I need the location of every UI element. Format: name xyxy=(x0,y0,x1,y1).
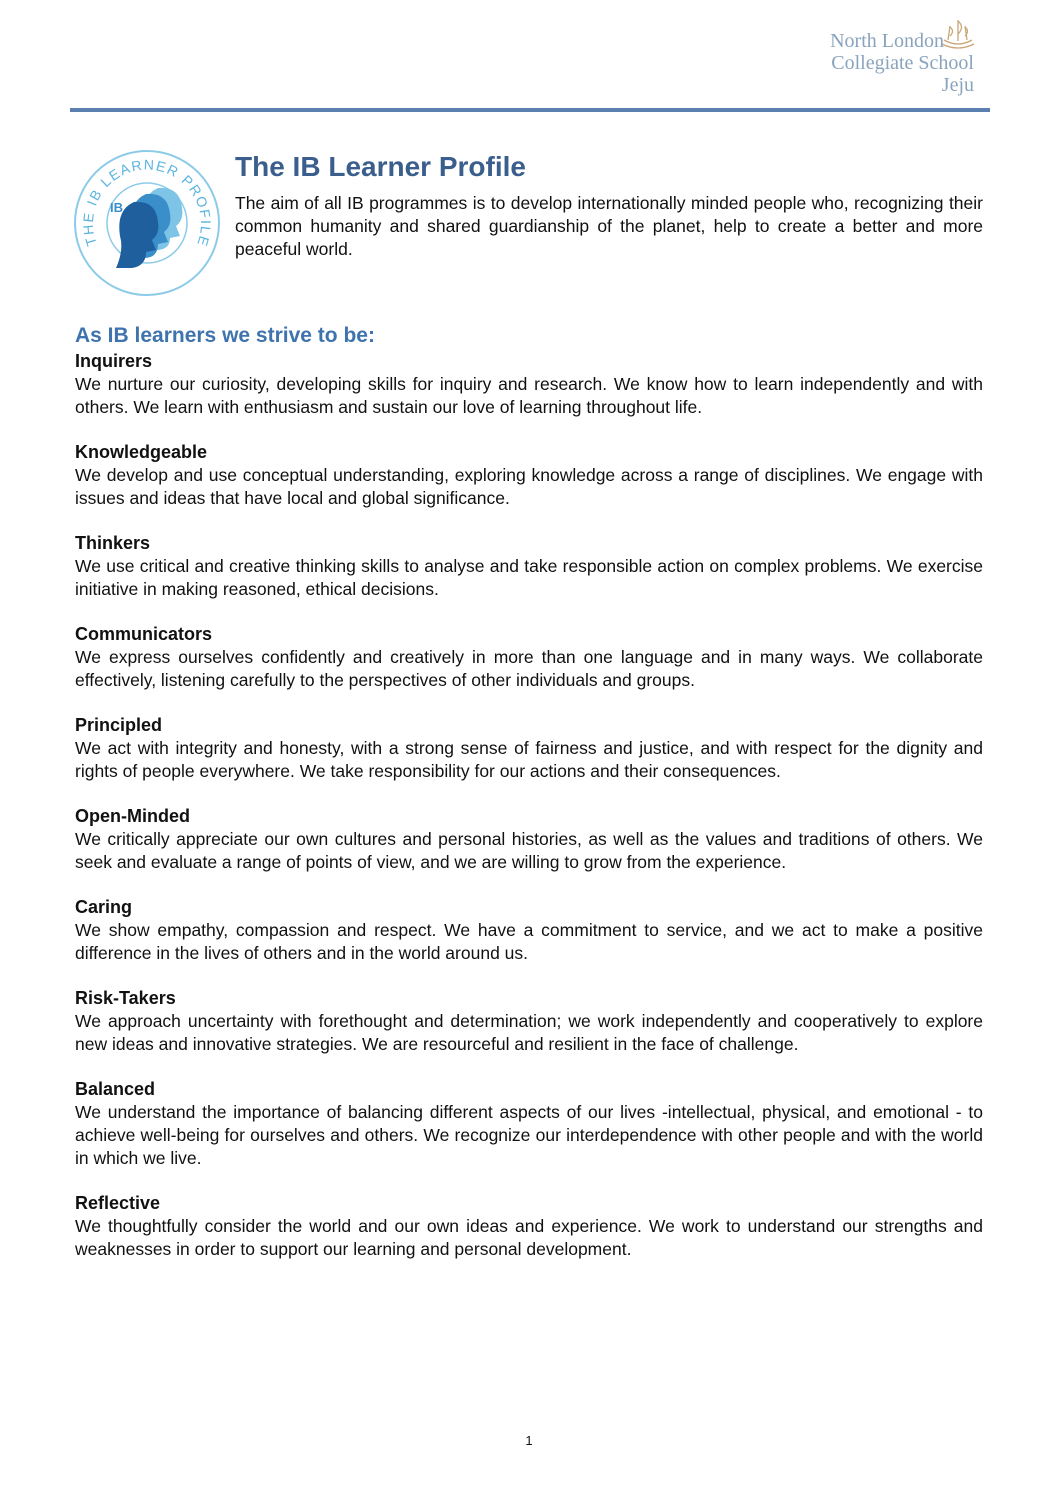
trait-balanced xyxy=(75,1078,983,1170)
ib-learner-profile-badge-icon xyxy=(70,146,224,300)
section-heading: As IB learners we strive to be: xyxy=(75,324,375,347)
trait-description: We understand the importance of balancing different aspects of our lives -intellectual, physical, and emotional - to achieve well-being for ourselves and others. We recognize our interdependence with other people and with the world in which we live. xyxy=(75,1102,983,1168)
page-title: The IB Learner Profile xyxy=(235,151,526,182)
trait-title: Thinkers xyxy=(75,533,151,553)
trait-title: Caring xyxy=(75,897,133,917)
trait-title: Principled xyxy=(75,715,163,735)
intro-block xyxy=(235,150,983,261)
page-number: 1 xyxy=(525,1433,533,1448)
school-logo xyxy=(790,14,990,98)
trait-title: Knowledgeable xyxy=(75,442,208,462)
trait-title: Reflective xyxy=(75,1193,161,1213)
trait-description: We critically appreciate our own cultures and personal histories, as well as the values and traditions of others. We seek and evaluate a range of points of view, and we are willing to grow from the experience. xyxy=(75,829,983,872)
trait-description: We act with integrity and honesty, with a strong sense of fairness and justice, and with respect for the dignity and rights of people everywhere. We take responsibility for our actions and their consequences. xyxy=(75,738,983,781)
trait-risk-takers xyxy=(75,987,983,1056)
badge-ib-mark: IB xyxy=(110,200,123,215)
trait-description: We approach uncertainty with forethought and determination; we work independently and cooperatively to explore new ideas and innovative strategies. We are resourceful and resilient in the face of challenge. xyxy=(75,1011,983,1054)
school-name-line-1: North London xyxy=(830,30,944,52)
intro-text: The aim of all IB programmes is to develop internationally minded people who, recognizing their common humanity and shared guardianship of the planet, help to create a better and more peaceful world. xyxy=(235,193,983,259)
trait-title: Communicators xyxy=(75,624,213,644)
school-name-line-2: Collegiate School xyxy=(831,52,974,74)
trait-principled xyxy=(75,714,983,783)
learner-profile-section xyxy=(75,322,983,1283)
trait-title: Inquirers xyxy=(75,351,153,371)
school-name-line-3: Jeju xyxy=(941,74,974,96)
trait-description: We nurture our curiosity, developing skills for inquiry and research. We know how to learn independently and with others. We learn with enthusiasm and sustain our love of learning throughout life. xyxy=(75,374,983,417)
trait-knowledgeable xyxy=(75,441,983,510)
trait-description: We develop and use conceptual understanding, exploring knowledge across a range of disciplines. We engage with issues and ideas that have local and global significance. xyxy=(75,465,983,508)
header-rule xyxy=(70,108,990,112)
ship-icon xyxy=(938,14,978,54)
trait-title: Risk-Takers xyxy=(75,988,176,1008)
trait-description: We use critical and creative thinking skills to analyse and take responsible action on complex problems. We exercise initiative in making reasoned, ethical decisions. xyxy=(75,556,983,599)
trait-description: We express ourselves confidently and creatively in more than one language and in many ways. We collaborate effectively, listening carefully to the perspectives of other individuals and groups. xyxy=(75,647,983,690)
trait-reflective xyxy=(75,1192,983,1261)
trait-description: We show empathy, compassion and respect. We have a commitment to service, and we act to make a positive difference in the lives of others and in the world around us. xyxy=(75,920,983,963)
faces-silhouette xyxy=(116,188,182,268)
trait-open-minded xyxy=(75,805,983,874)
trait-inquirers xyxy=(75,350,983,419)
trait-caring xyxy=(75,896,983,965)
badge-ring-text: THE IB LEARNER PROFILE xyxy=(79,156,215,250)
trait-communicators xyxy=(75,623,983,692)
trait-title: Open-Minded xyxy=(75,806,190,826)
trait-thinkers xyxy=(75,532,983,601)
trait-description: We thoughtfully consider the world and our own ideas and experience. We work to understand our strengths and weaknesses in order to support our learning and personal development. xyxy=(75,1216,983,1259)
trait-title: Balanced xyxy=(75,1079,156,1099)
